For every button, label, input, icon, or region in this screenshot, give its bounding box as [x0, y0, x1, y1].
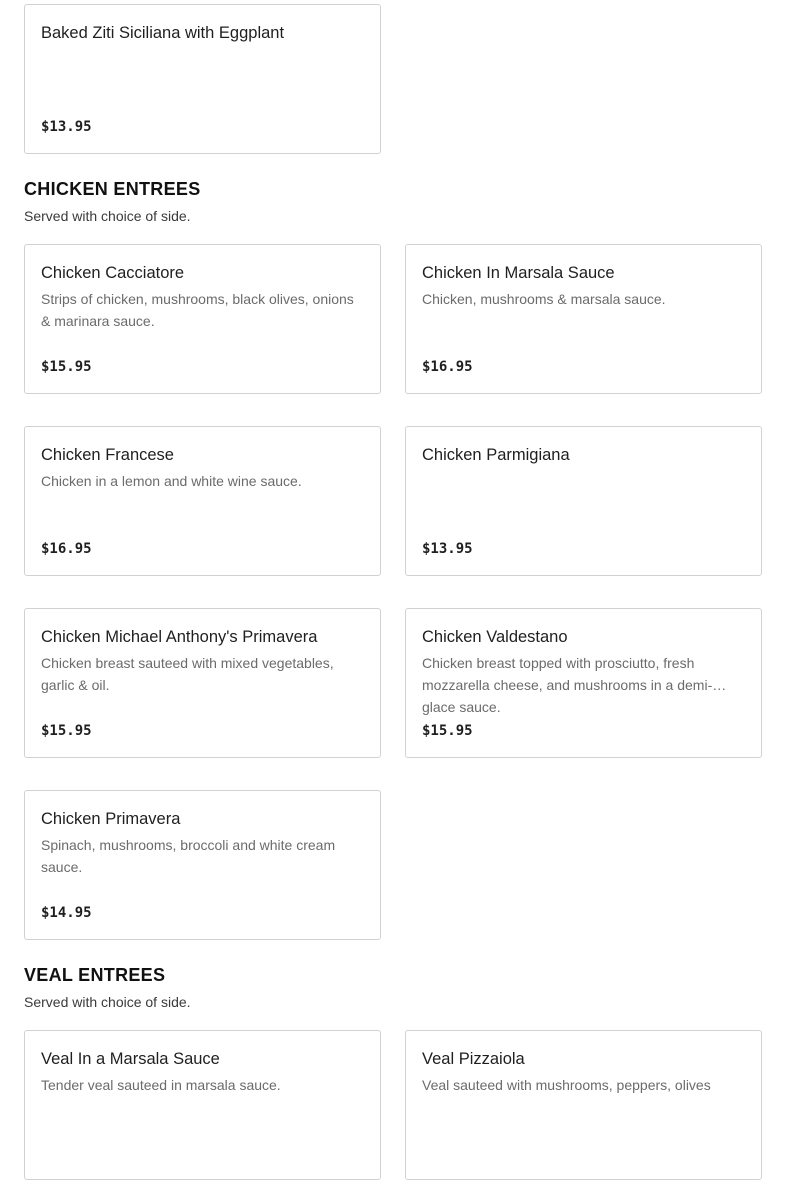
- menu-item-card[interactable]: [405, 608, 762, 758]
- menu-item-card[interactable]: [24, 790, 381, 940]
- menu-item-description: Chicken, mushrooms & marsala sauce.: [422, 291, 666, 307]
- menu-item-price: $15.95: [41, 359, 92, 375]
- menu-item-card[interactable]: [24, 244, 381, 394]
- menu-item-name: Chicken Cacciatore: [41, 264, 185, 282]
- menu-item-price: $14.95: [41, 905, 92, 921]
- section-title: CHICKEN ENTREES: [24, 179, 201, 199]
- menu-item-card[interactable]: [405, 1030, 762, 1180]
- menu-item-card[interactable]: [405, 426, 762, 576]
- menu-item-description: Veal sauteed with mushrooms, peppers, olives: [422, 1077, 711, 1093]
- menu-item-card[interactable]: [24, 4, 381, 154]
- menu-item-name: Chicken Primavera: [41, 810, 181, 828]
- menu-item-description: Chicken breast topped with prosciutto, fresh mozzarella cheese, and mushrooms in a demi-glace sauce.: [422, 655, 713, 715]
- menu-item-description: Tender veal sauteed in marsala sauce.: [41, 1077, 281, 1093]
- menu-item-price: $16.95: [422, 359, 473, 375]
- menu-item-name: Baked Ziti Siciliana with Eggplant: [41, 24, 285, 42]
- menu-item-name: Veal In a Marsala Sauce: [41, 1050, 220, 1068]
- menu-item-name: Chicken In Marsala Sauce: [422, 264, 615, 282]
- menu-item-card[interactable]: [405, 244, 762, 394]
- menu-item-card[interactable]: [24, 1030, 381, 1180]
- section-subtitle: Served with choice of side.: [24, 994, 191, 1010]
- menu-item-description: Strips of chicken, mushrooms, black olives, onions & marinara sauce.: [41, 291, 354, 329]
- menu-item-price: $16.95: [41, 541, 92, 557]
- section-title: VEAL ENTREES: [24, 965, 166, 985]
- menu-item-name: Chicken Valdestano: [422, 628, 568, 646]
- menu-item-price: $15.95: [41, 723, 92, 739]
- menu-item-card[interactable]: [24, 426, 381, 576]
- menu-item-card[interactable]: [24, 608, 381, 758]
- menu-item-name: Chicken Parmigiana: [422, 446, 570, 464]
- menu-item-price: $15.95: [422, 723, 473, 739]
- section-subtitle: Served with choice of side.: [24, 208, 191, 224]
- menu-item-description: Chicken in a lemon and white wine sauce.: [41, 473, 302, 489]
- menu-item-description: Spinach, mushrooms, broccoli and white cream sauce.: [41, 837, 336, 875]
- menu-item-name: Chicken Francese: [41, 446, 174, 464]
- menu-item-price: $13.95: [41, 119, 92, 135]
- menu-item-name: Veal Pizzaiola: [422, 1050, 525, 1068]
- menu-item-description: Chicken breast sauteed with mixed vegetables, garlic & oil.: [41, 655, 334, 693]
- menu-item-price: $13.95: [422, 541, 473, 557]
- menu-item-name: Chicken Michael Anthony's Primavera: [41, 628, 318, 646]
